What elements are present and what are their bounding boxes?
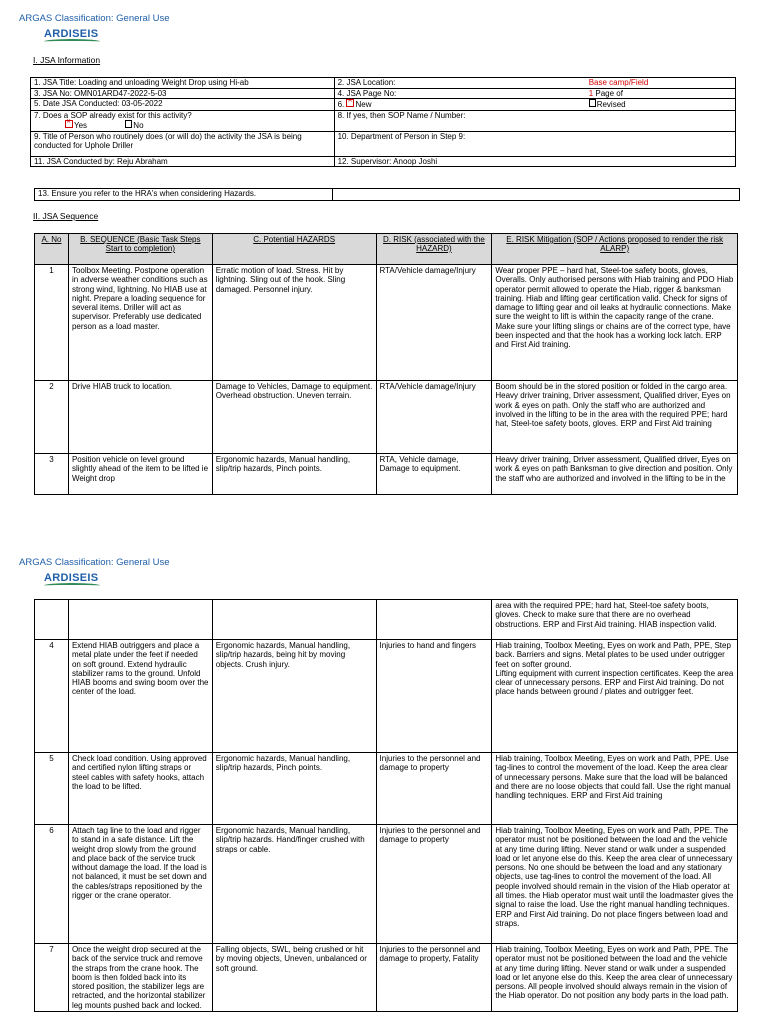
- yes-checkbox[interactable]: [65, 120, 73, 128]
- row-number: 1: [35, 265, 69, 381]
- section-jsa-information-title: I. JSA Information: [33, 55, 101, 65]
- sop-name-cell: 8. If yes, then SOP Name / Number:: [334, 110, 735, 131]
- table-row: [35, 640, 738, 753]
- col-header-d: D. RISK (associated with the HAZARD): [376, 234, 492, 265]
- mitigation-cell: Boom should be in the stored position or folded in the cargo area. Heavy driver training, Driver assessment, Qualified driver, Eyes on work & eyes on path. Only the staff who are authorized and involved in the lifting to be in the area with the required PPE; hard hat, Steel-toe safety boots, gloves. ERP and First Aid training: [492, 381, 738, 454]
- jsa-sequence-table-page-2: [34, 599, 738, 1012]
- table-row: [35, 454, 738, 495]
- risk-cell: [376, 600, 492, 640]
- jsa-title-cell: 1. JSA Title: Loading and unloading Weight Drop using Hi-ab: [31, 78, 335, 89]
- jsa-location-value: Base camp/Field: [586, 78, 736, 89]
- hazards-cell: Ergonomic hazards, Manual handling, slip/trip hazards. Hand/finger crushed with straps or cable.: [212, 825, 376, 944]
- sequence-cell: Once the weight drop secured at the back of the service truck and remove the straps from the crane hook. The boom is then folded back into its stored position, the stabilizer legs are retracted, and the horizontal stabilizer leg mounts pushed back and locked.: [68, 944, 212, 1012]
- row-number: 2: [35, 381, 69, 454]
- col-header-c: C. Potential HAZARDS: [212, 234, 376, 265]
- section-jsa-sequence-title: II. JSA Sequence: [33, 211, 99, 221]
- jsa-page-value: 1 Page of: [586, 88, 736, 99]
- risk-cell: RTA/Vehicle damage/Injury: [376, 265, 492, 381]
- sequence-cell: Extend HIAB outriggers and place a metal plate under the feet if needed on soft ground. Extend hydraulic stabilizer rams to the ground. Unfold HIAB booms and swing boom over the center of the load.: [68, 640, 212, 753]
- jsa-status-revised: Revised: [586, 99, 736, 111]
- risk-cell: Injuries to the personnel and damage to property: [376, 825, 492, 944]
- hazards-cell: Falling objects, SWL, being crushed or hit by moving objects, Uneven, unbalanced or soft ground.: [212, 944, 376, 1012]
- col-header-e: E. RISK Mitigation (SOP / Actions proposed to render the risk ALARP): [492, 234, 738, 265]
- hazards-cell: Ergonomic hazards, Manual handling, slip/trip hazards, Pinch points.: [212, 454, 376, 495]
- classification-label: ARGAS Classification: General Use: [19, 13, 170, 24]
- mitigation-cell: Wear proper PPE – hard hat, Steel-toe safety boots, gloves, Overalls. Only authorised persons with Hiab training and PDO Hiab operator permit allowed to operate the Hiab, rigger & banksman training. Hiab and lifting gear certification valid. Check for signs of damage to lifting gear and oil leaks at hydraulic connections. Make sure the weight to lift is within the capacity range of the crane. Make sure your lifting slings or chains are of the correct type, have been inspected and that the hook has a working lock latch. ERP and First Aid training.: [492, 265, 738, 381]
- row-number: 4: [35, 640, 69, 753]
- risk-cell: RTA, Vehicle damage, Damage to equipment.: [376, 454, 492, 495]
- risk-cell: Injuries to hand and fingers: [376, 640, 492, 753]
- hazards-cell: Ergonomic hazards, Manual handling, slip/trip hazards, being hit by moving objects. Crush injury.: [212, 640, 376, 753]
- row-number: 3: [35, 454, 69, 495]
- ardiseis-logo: ARDISEIS: [44, 28, 100, 44]
- hra-note-table: [34, 188, 740, 201]
- mitigation-cell: Hiab training, Toolbox Meeting, Eyes on work and Path, PPE, Step back. Barriers and signs. Metal plates to be used under outrigger feet on softer ground. Lifting equipment with current inspection certificates. Keep the area clear of unnecessary persons. ERP and First Aid training. Do not place hands between ground / plates and outrigger feet.: [492, 640, 738, 753]
- revised-checkbox[interactable]: [589, 99, 596, 107]
- sequence-cell: [68, 600, 212, 640]
- row-number: [35, 600, 69, 640]
- ardiseis-logo: ARDISEIS: [44, 572, 100, 588]
- hazards-cell: [212, 600, 376, 640]
- hra-note-empty-cell: [332, 189, 739, 201]
- person-title-cell: 9. Title of Person who routinely does (or will do) the activity the JSA is being conducted for Uphole Driller: [31, 131, 335, 156]
- mitigation-cell: Hiab training, Toolbox Meeting, Eyes on work and Path, PPE. The operator must not be positioned between the load and the vehicle at any time during lifting. Never stand or walk under a suspended load or let anyone else do this. Keep the area clear of unnecessary persons. No one should be between the load and any stationary objects, use tag-lines to control the movement of the load. All people involved should remain in the vision of the Hiab operator at all times. the Hiab operator must wait until the loadmaster gives the signal to raise the load. Use the right manual handling techniques. ERP and First Aid training. Do not place fingers between load and straps.: [492, 825, 738, 944]
- supervisor-cell: 12. Supervisor: Anoop Joshi: [334, 156, 735, 167]
- jsa-number-cell: 3. JSA No: OMN01ARD47-2022-5-03: [31, 88, 335, 99]
- mitigation-cell: Heavy driver training, Driver assessment, Qualified driver, Eyes on work & eyes on path Banksman to give direction and position. Only the staff who are authorized and involved in the lifting to be in the: [492, 454, 738, 495]
- jsa-page-label: 4. JSA Page No:: [334, 88, 586, 99]
- conducted-by-cell: 11. JSA Conducted by: Reju Abraham: [31, 156, 335, 167]
- department-cell: 10. Department of Person in Step 9:: [334, 131, 735, 156]
- risk-cell: Injuries to the personnel and damage to property: [376, 753, 492, 825]
- table-row: [35, 265, 738, 381]
- table-row: [35, 381, 738, 454]
- table-row: [35, 600, 738, 640]
- row-number: 5: [35, 753, 69, 825]
- sequence-cell: Position vehicle on level ground slightly ahead of the item to be lifted ie Weight drop: [68, 454, 212, 495]
- hazards-cell: Erratic motion of load. Stress. Hit by lightning. Sling out of the hook. Sling damaged. Personnel injury.: [212, 265, 376, 381]
- hra-note-cell: 13. Ensure you refer to the HRA's when considering Hazards.: [35, 189, 333, 201]
- col-header-a: A. No: [35, 234, 69, 265]
- jsa-sequence-table-page-1: [34, 233, 738, 495]
- jsa-date-cell: 5. Date JSA Conducted: 03-05-2022: [31, 99, 335, 111]
- classification-label: ARGAS Classification: General Use: [19, 557, 170, 568]
- table-row: [35, 753, 738, 825]
- risk-cell: RTA/Vehicle damage/Injury: [376, 381, 492, 454]
- no-checkbox[interactable]: [125, 120, 132, 128]
- mitigation-cell: area with the required PPE; hard hat, Steel-toe safety boots, gloves. Check to make sure that there are no overhead obstructions. ERP and First Aid training. HIAB inspection valid.: [492, 600, 738, 640]
- new-checkbox[interactable]: [346, 99, 354, 107]
- sequence-cell: Toolbox Meeting. Postpone operation in adverse weather conditions such as strong wind, lightning. No HIAB use at night. Prepare a loading sequence for several items. Driller will act as supervisor. Preferably use dedicated person as a load master.: [68, 265, 212, 381]
- mitigation-cell: Hiab training, Toolbox Meeting, Eyes on work and Path, PPE. The operator must not be positioned between the load and the vehicle at any time during lifting. Never stand or walk under a suspended load or let anyone else do this. Keep the area clear of unnecessary persons. All people involved should always remain in the vision of the Hiab operator. Do not position any body parts in the load path.: [492, 944, 738, 1012]
- jsa-info-table: [30, 77, 736, 167]
- risk-cell: Injuries to the personnel and damage to property, Fatality: [376, 944, 492, 1012]
- table-row: [35, 825, 738, 944]
- jsa-location-label: 2. JSA Location:: [334, 78, 586, 89]
- hazards-cell: Ergonomic hazards, Manual handling, slip/trip hazards, Pinch points.: [212, 753, 376, 825]
- sop-exists-cell: 7. Does a SOP already exist for this activity? ✕Yes No: [31, 110, 335, 131]
- mitigation-cell: Hiab training, Toolbox Meeting, Eyes on work and Path, PPE. Use tag-lines to control the movement of the load. Keep the area clear of unnecessary persons. Make sure that the load will be balanced and there are no loose objects that could fall. Use the right manual handling techniques. ERP and First Aid training: [492, 753, 738, 825]
- col-header-b: B. SEQUENCE (Basic Task Steps Start to completion): [68, 234, 212, 265]
- sequence-cell: Attach tag line to the load and rigger to stand in a safe distance. Lift the weight drop slowly from the ground and place back of the service truck without damage the load. If the load is not balanced, it must be set down and the cables/straps repositioned by the rigger or the crane operator.: [68, 825, 212, 944]
- hazards-cell: Damage to Vehicles, Damage to equipment. Overhead obstruction. Uneven terrain.: [212, 381, 376, 454]
- row-number: 6: [35, 825, 69, 944]
- sequence-cell: Check load condition. Using approved and certified nylon lifting straps or steel cables with safety hooks, attach the load to be lifted.: [68, 753, 212, 825]
- document-page-2: [0, 548, 768, 1024]
- jsa-status-new: 6. ✕ New: [334, 99, 586, 111]
- row-number: 7: [35, 944, 69, 1012]
- sequence-cell: Drive HIAB truck to location.: [68, 381, 212, 454]
- table-row: [35, 944, 738, 1012]
